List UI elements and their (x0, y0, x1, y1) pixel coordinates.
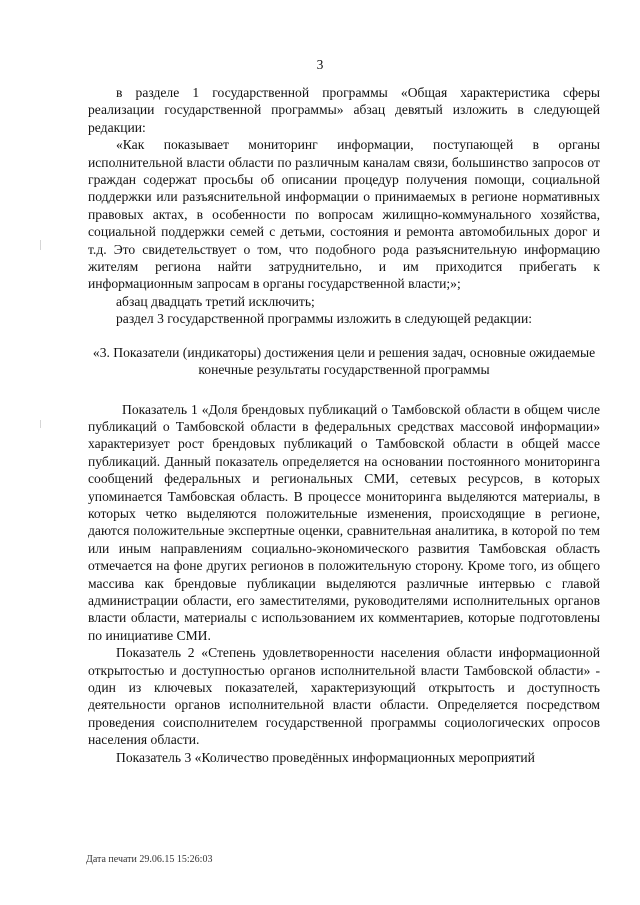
print-date-footer: Дата печати 29.06.15 15:26:03 (86, 854, 213, 865)
document-body (88, 84, 600, 766)
scan-margin-line (40, 420, 41, 428)
amendment-paragraph-section3: раздел 3 государственной программы изложить в следующей редакции: (116, 311, 533, 327)
quoted-paragraph-monitoring: «Как показывает мониторинг информации, поступающей в органы исполнительной власти области по различным каналам связи, большинство запросов от граждан содержат просьбы об описании процедур получения помощи, социальной поддержки или разъяснительной информации о принимаемых в регионе нормативных правовых актах, в особенности по вопросам жилищно-коммунального хозяйства, социальной поддержки семей с детьми, состояния и ремонта автомобильных дорог и т.д. Это свидетельствует о том, что подобного рода разъяснительную информацию жителям региона найти затруднительно, и им приходится прибегать к информационным запросам в органы государственной власти;»; (88, 137, 600, 292)
amendment-paragraph-exclude: абзац двадцать третий исключить; (116, 293, 315, 309)
section-heading: «3. Показатели (индикаторы) достижения цели и решения задач, основные ожидаемые конечные результаты государственной программы (92, 344, 596, 378)
indicator-2-paragraph: Показатель 2 «Степень удовлетворенности населения области информационной открытостью и доступностью органов исполнительной власти Тамбовской области» - один из ключевых показателей, характеризующий открытость и доступность деятельности органов исполнительной власти области. Определяется посредством проведения соисполнителем государственной программы социологических опросов населения области. (88, 645, 600, 748)
amendment-paragraph-section1: в разделе 1 государственной программы «Общая характеристика сферы реализации государственной программы» абзац девятый изложить в следующей редакции: (88, 85, 600, 135)
page-number: 3 (316, 57, 324, 72)
indicator-1-paragraph: Показатель 1 «Доля брендовых публикаций о Тамбовской области в общем числе публикаций о Тамбовской области в федеральных средствах массовой информации» характеризует рост брендовых публикаций о Тамбовской области в общей массе публикаций. Данный показатель определяется на основании постоянного мониторинга сообщений федеральных и региональных СМИ, сетевых ресурсов, в которых упоминается Тамбовская область. В процессе мониторинга выделяются материалы, в которых четко выделяются положительные изменения, происходящие в регионе, даются положительные экспертные оценки, сравнительная аналитика, в которой по тем или иным направлениям социально-экономического развития Тамбовская область отмечается на фоне других регионов в положительную сторону. Кроме того, из общего массива как брендовые публикации выделяются различные интервью с главой администрации области, его заместителями, руководителями исполнительных органов власти области, материалы с использованием их комментариев, которые подготовлены по инициативе СМИ. (88, 401, 600, 643)
indicator-3-paragraph: Показатель 3 «Количество проведённых информационных мероприятий (116, 749, 535, 765)
scan-margin-line (40, 240, 41, 250)
